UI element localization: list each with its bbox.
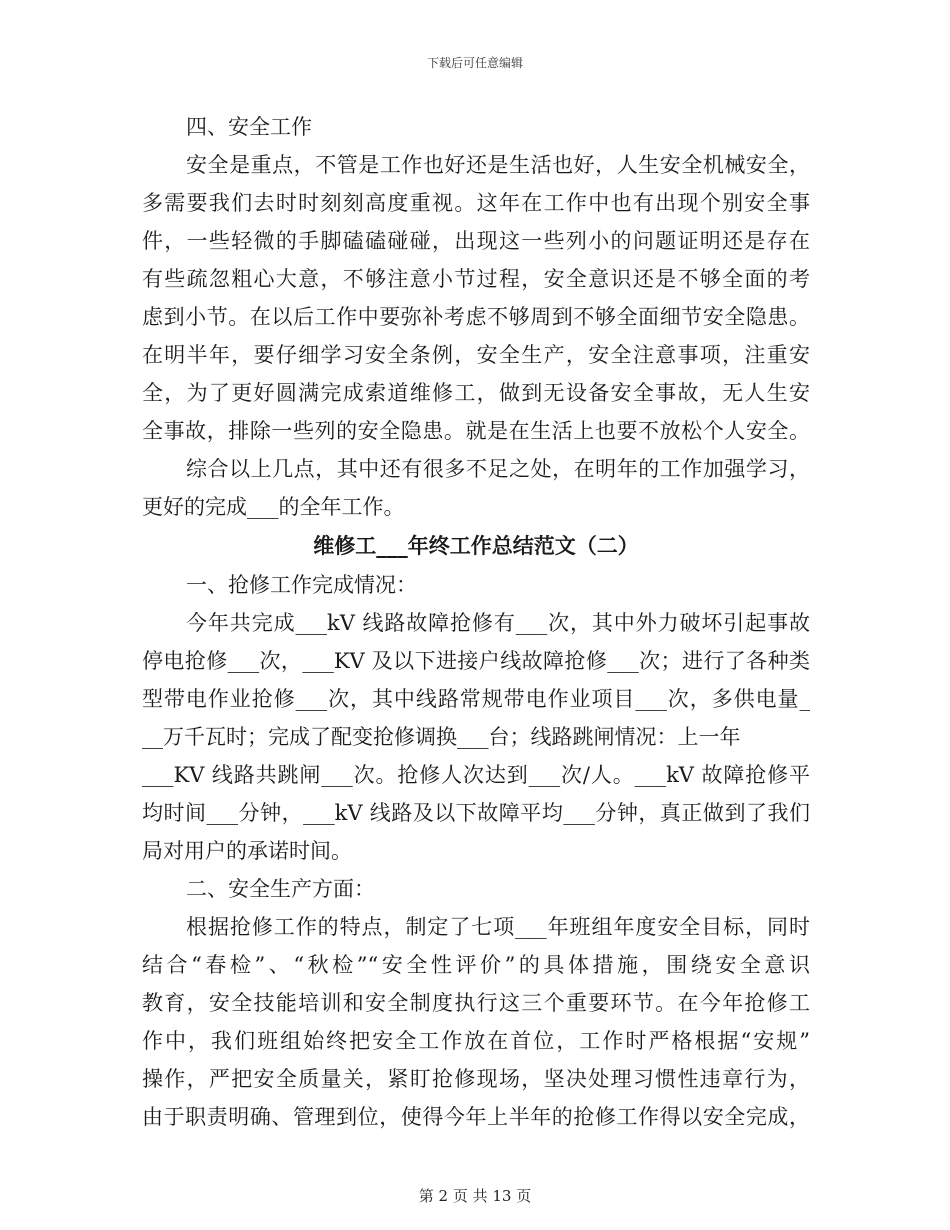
section-heading: 二、安全生产方面： [186, 877, 375, 901]
paragraph-line: ___KV 线路共跳闸___次。抢修人次达到___次/人。___kV 故障抢修平 [142, 763, 810, 787]
paragraph-line: 均时间___分钟，___kV 线路及以下故障平均___分钟，真正做到了我们 [142, 801, 810, 825]
paragraph-line: 停电抢修___次，___KV 及以下进接户线故障抢修___次；进行了各种类 [142, 649, 810, 673]
paragraph-line: 全，为了更好圆满完成索道维修工，做到无设备安全事故，无人生安 [142, 381, 810, 405]
paragraph-line: 虑到小节。在以后工作中要弥补考虑不够周到不够全面细节安全隐患。 [142, 305, 810, 329]
paragraph-line: 有些疏忽粗心大意，不够注意小节过程，安全意识还是不够全面的考 [142, 267, 810, 291]
section-title: 维修工___年终工作总结范文（二） [313, 533, 639, 558]
paragraph-line: 操作，严把安全质量关，紧盯抢修现场，坚决处理习惯性违章行为， [142, 1067, 810, 1091]
paragraph-line: 更好的完成___的全年工作。 [142, 495, 405, 519]
paragraph-line: 安全是重点，不管是工作也好还是生活也好，人生安全机械安全， [186, 153, 810, 177]
paragraph-line: 型带电作业抢修___次，其中线路常规带电作业项目___次，多供电量_ [142, 687, 810, 711]
paragraph-line: __万千瓦时；完成了配变抢修调换___台；线路跳闸情况：上一年 [142, 725, 741, 749]
paragraph-line: 在明半年，要仔细学习安全条例，安全生产，安全注意事项，注重安 [142, 343, 810, 367]
section-heading: 一、抢修工作完成情况： [186, 573, 417, 597]
paragraph-line: 根据抢修工作的特点，制定了七项___年班组年度安全目标，同时 [186, 915, 810, 939]
paragraph-line: 今年共完成___kV 线路故障抢修有___次，其中外力破坏引起事故 [186, 611, 810, 635]
paragraph-line: 结合“春检”、“秋检”“安全性评价”的具体措施，围绕安全意识 [142, 953, 810, 977]
paragraph-line: 综合以上几点，其中还有很多不足之处，在明年的工作加强学习， [186, 457, 810, 481]
paragraph-line: 教育，安全技能培训和安全制度执行这三个重要环节。在今年抢修工 [142, 991, 810, 1015]
text-lines [142, 108, 810, 1136]
paragraph-line: 多需要我们去时时刻刻高度重视。这年在工作中也有出现个别安全事 [142, 191, 810, 215]
paragraph-line: 作中，我们班组始终把安全工作放在首位，工作时严格根据“安规” [142, 1029, 810, 1053]
section-heading: 四、安全工作 [186, 115, 312, 139]
paragraph-line: 由于职责明确、管理到位，使得今年上半年的抢修工作得以安全完成， [142, 1105, 810, 1129]
page-number: 第 2 页 共 13 页 [418, 1187, 532, 1205]
page-header: 下载后可任意编辑 [426, 56, 523, 70]
paragraph-line: 件，一些轻微的手脚磕磕碰碰，出现这一些列小的问题证明还是存在 [142, 229, 810, 253]
paragraph-line: 局对用户的承诺时间。 [142, 839, 352, 863]
paragraph-line: 全事故，排除一些列的安全隐患。就是在生活上也要不放松个人安全。 [142, 419, 810, 443]
document-body [142, 108, 810, 1136]
